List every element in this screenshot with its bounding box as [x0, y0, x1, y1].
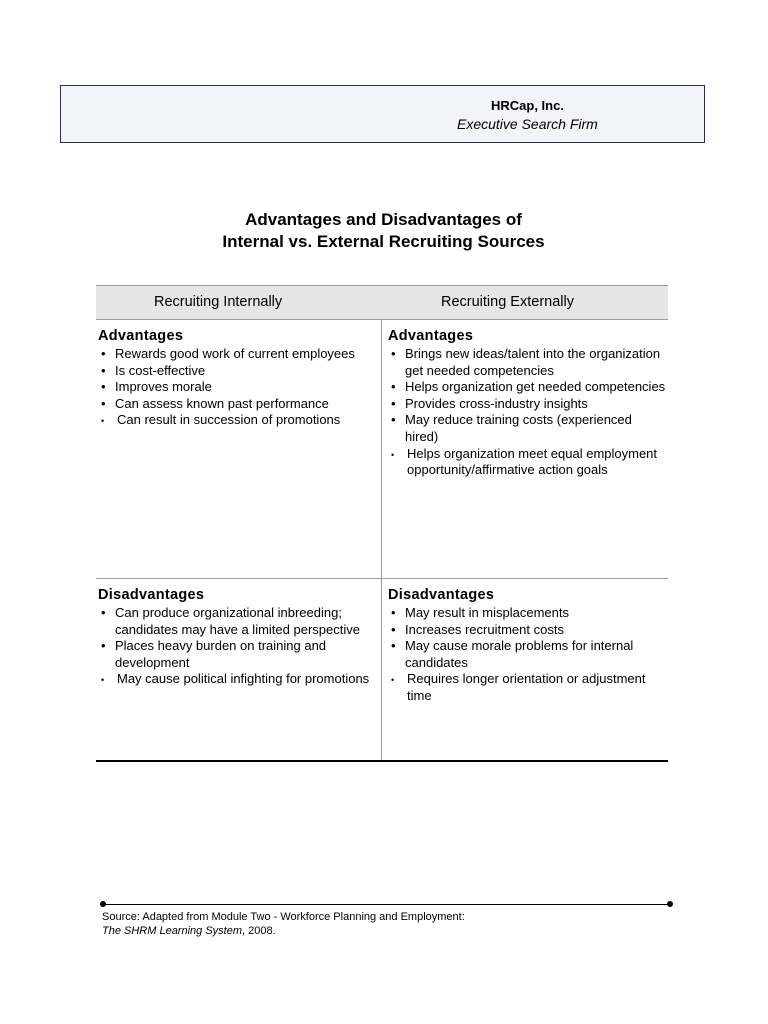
company-name: HRCap, Inc. [491, 98, 564, 113]
bullet-icon: • [391, 605, 396, 620]
source-year: , 2008. [242, 925, 276, 937]
rule-end-dot-right [667, 901, 673, 907]
bullet-icon: • [101, 379, 106, 395]
list-item: • Helps organization meet equal employment opportunity/affirmative action goals [391, 445, 658, 478]
bullet-icon: • [391, 449, 395, 460]
list-item: • Increases recruitment costs [391, 621, 564, 637]
list-item: • May cause political infighting for promotions [98, 671, 378, 688]
bullet-icon: • [391, 675, 395, 686]
list-item: • Can produce organizational inbreeding; candidates may have a limited perspective [101, 605, 360, 637]
bullet-icon: • [101, 605, 106, 620]
cell-advantages-external [388, 328, 668, 479]
list-item: • May cause morale problems for internal candidates [391, 638, 634, 670]
bullet-icon: • [101, 638, 106, 654]
bullet-icon: • [101, 346, 106, 361]
bullet-icon: • [391, 638, 396, 654]
page-title-line-2: Internal vs. External Recruiting Sources [222, 232, 545, 251]
bullet-icon: • [391, 621, 396, 637]
bullet-icon: • [101, 416, 105, 427]
list-item: • Provides cross-industry insights [391, 395, 588, 411]
column-header-external: Recruiting Externally [441, 294, 574, 310]
company-tagline: Executive Search Firm [457, 116, 598, 132]
source-citation [102, 910, 465, 938]
column-divider [381, 320, 382, 761]
company-header-box [60, 85, 705, 143]
cell-disadvantages-external [388, 587, 668, 705]
table-bottom-rule [96, 760, 668, 762]
page-title-line-1: Advantages and Disadvantages of [245, 210, 522, 229]
section-heading: Disadvantages [388, 587, 495, 603]
list-item: • Can assess known past performance [101, 395, 329, 411]
bullet-icon: • [101, 395, 106, 411]
list-item: • Places heavy burden on training and development [101, 638, 327, 670]
bullet-icon: • [391, 379, 396, 395]
comparison-table [96, 285, 668, 761]
list-item: • May reduce training costs (experienced hired) [391, 412, 632, 444]
section-heading: Advantages [388, 328, 474, 344]
source-line-1: Source: Adapted from Module Two - Workforce Planning and Employment: [102, 911, 465, 923]
list-item: • Rewards good work of current employees [101, 346, 355, 361]
list-item: • Requires longer orientation or adjustment time [391, 671, 646, 703]
list-item: • Helps organization get needed competencies [391, 379, 666, 395]
section-heading: Advantages [98, 328, 184, 344]
footer-rule [102, 904, 670, 905]
list-item: • Improves morale [101, 379, 212, 395]
cell-advantages-internal [98, 328, 378, 429]
table-header-row [96, 285, 668, 320]
bullet-icon: • [101, 362, 106, 378]
list-item: • Is cost-effective [101, 362, 206, 378]
column-header-internal: Recruiting Internally [154, 294, 283, 310]
bullet-icon: • [391, 395, 396, 411]
row-divider [96, 578, 668, 579]
list-item: • May result in misplacements [391, 605, 569, 620]
source-book-title: The SHRM Learning System [102, 925, 242, 937]
cell-disadvantages-internal [98, 587, 378, 688]
bullet-icon: • [101, 675, 105, 686]
list-item: • Can result in succession of promotions [98, 412, 378, 429]
bullet-icon: • [391, 346, 396, 361]
source-line-2 [102, 924, 465, 938]
list-item: • Brings new ideas/talent into the organization get needed competencies [391, 346, 661, 378]
section-heading: Disadvantages [98, 587, 205, 603]
bullet-icon: • [391, 412, 396, 428]
